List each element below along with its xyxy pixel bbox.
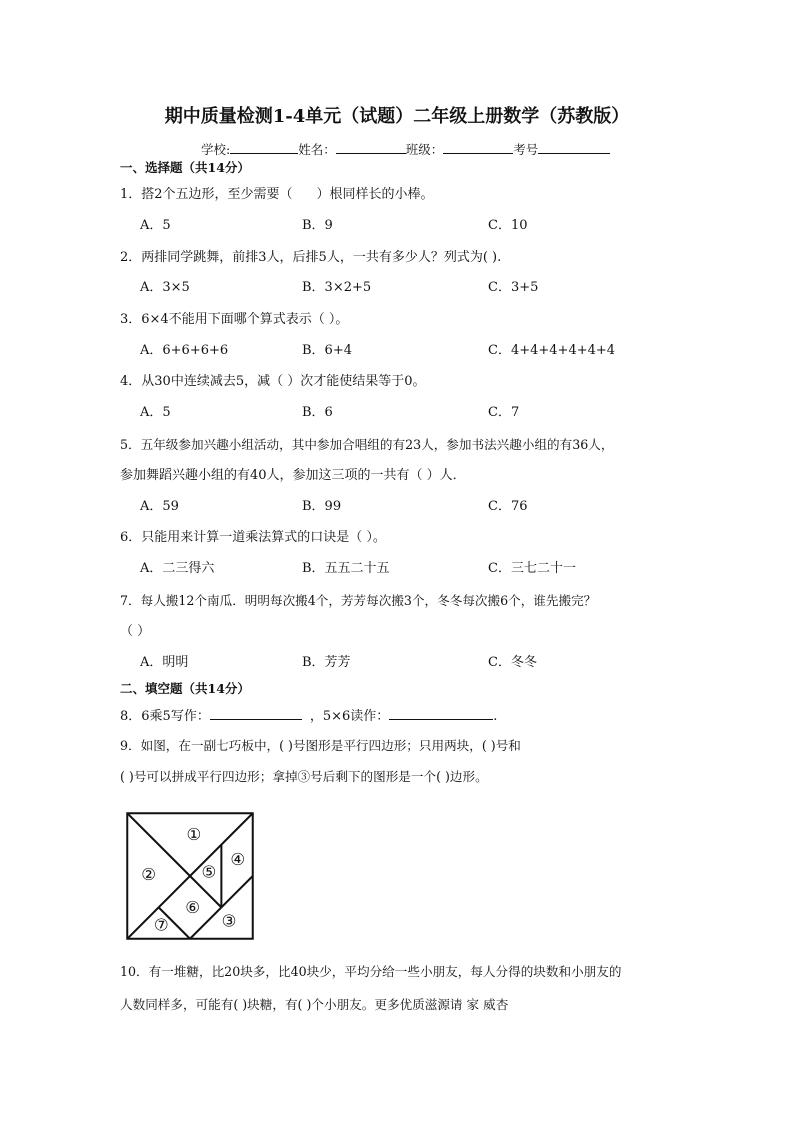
q4-option-a: A．5 — [140, 405, 171, 420]
tangram-label-7: ⑦ — [153, 915, 169, 935]
q6-option-b: B．五五二十五 — [302, 561, 390, 576]
question-3: 3．6×4不能用下面哪个算式表示（ ）。 — [120, 312, 349, 327]
q7-option-c: C．冬冬 — [488, 655, 537, 670]
q5-option-c: C．76 — [488, 499, 528, 514]
question-9-line-1: 9．如图，在一副七巧板中，( )号图形是平行四边形；只用两块，( )号和 — [120, 738, 521, 753]
name-blank[interactable] — [336, 140, 406, 154]
tangram-label-5: ⑤ — [201, 862, 217, 882]
tangram-label-3: ③ — [221, 911, 237, 931]
q2-option-c: C．3+5 — [488, 280, 539, 295]
q8-text-a: 8．6乘5写作： — [120, 709, 210, 724]
q8-text-b: ，5×6读作： — [309, 709, 390, 724]
name-label: 姓名： — [298, 142, 336, 157]
q8-blank-1[interactable] — [210, 706, 302, 720]
q5-option-b: B．99 — [302, 499, 342, 514]
question-5-line-2: 参加舞蹈兴趣小组的有40人，参加这三项的一共有（ ）人． — [120, 468, 466, 483]
q7-option-b: B．芳芳 — [302, 655, 351, 670]
school-label: 学校: — [201, 142, 231, 157]
tangram-label-6: ⑥ — [185, 897, 200, 917]
page-title: 期中质量检测1-4单元（试题）二年级上册数学（苏教版） — [164, 106, 630, 127]
q4-option-b: B．6 — [302, 405, 333, 420]
question-8 — [120, 706, 497, 726]
q1-option-b: B．9 — [302, 218, 333, 233]
tangram-label-1: ① — [186, 825, 202, 845]
question-7-line-1: 7．每人搬12个南瓜．明明每次搬4个，芳芳每次搬3个，冬冬每次搬6个，谁先搬完？ — [120, 593, 597, 608]
question-10-line-1: 10．有一堆糖，比20块多，比40块少，平均分给一些小朋友，每人分得的块数和小朋友的 — [120, 964, 622, 979]
q1-option-c: C．10 — [488, 218, 528, 233]
q6-option-a: A．二三得六 — [140, 561, 215, 576]
exam-no-blank[interactable] — [538, 140, 610, 154]
school-blank[interactable] — [230, 140, 298, 154]
question-7-line-2: （ ） — [120, 624, 151, 639]
question-5-line-1: 5．五年级参加兴趣小组活动，其中参加合唱组的有23人，参加书法兴趣小组的有36人， — [120, 437, 614, 452]
q3-option-b: B．6+4 — [302, 343, 352, 358]
q7-option-a: A．明明 — [140, 655, 189, 670]
q1-text-a: 1．搭2个五边形，至少需要（ — [120, 187, 293, 202]
class-label: 班级： — [405, 142, 444, 157]
student-info-line — [201, 140, 610, 159]
tangram-label-2: ② — [141, 865, 156, 885]
q1-option-a: A．5 — [140, 218, 171, 233]
question-10-line-2: 人数同样多，可能有( )块糖，有( )个小朋友。更多优质滋源请 家 威杏 — [120, 997, 509, 1012]
q5-option-a: A．59 — [140, 499, 179, 514]
q2-option-b: B．3×2+5 — [302, 280, 372, 295]
section-fill-heading: 二、填空题（共14分） — [120, 681, 250, 696]
question-6: 6．只能用来计算一道乘法算式的口诀是（ ）。 — [120, 530, 386, 545]
exam-no-label: 考号 — [513, 142, 539, 157]
question-4: 4．从30中连续减去5，减（ ）次才能使结果等于0。 — [120, 374, 426, 389]
q4-option-c: C．7 — [488, 405, 520, 420]
question-2: 2．两排同学跳舞，前排3人，后排5人，一共有多少人？列式为( ). — [120, 250, 502, 265]
q8-blank-2[interactable] — [389, 706, 493, 720]
tangram-label-4: ④ — [230, 850, 245, 870]
q6-option-c: C．三七二十一 — [488, 561, 576, 576]
q8-text-c: . — [493, 709, 498, 724]
question-9-line-2: ( )号可以拼成平行四边形；拿掉③号后剩下的图形是一个( )边形。 — [120, 769, 488, 784]
class-blank[interactable] — [443, 140, 513, 154]
section-choice-heading: 一、选择题（共14分） — [120, 160, 250, 175]
q3-option-a: A．6+6+6+6 — [140, 343, 229, 358]
q3-option-c: C．4+4+4+4+4+4 — [488, 343, 616, 358]
tangram-figure — [126, 812, 254, 940]
q2-option-a: A．3×5 — [140, 280, 190, 295]
q1-text-b: ）根同样长的小棒。 — [316, 187, 434, 202]
question-1 — [120, 186, 434, 204]
